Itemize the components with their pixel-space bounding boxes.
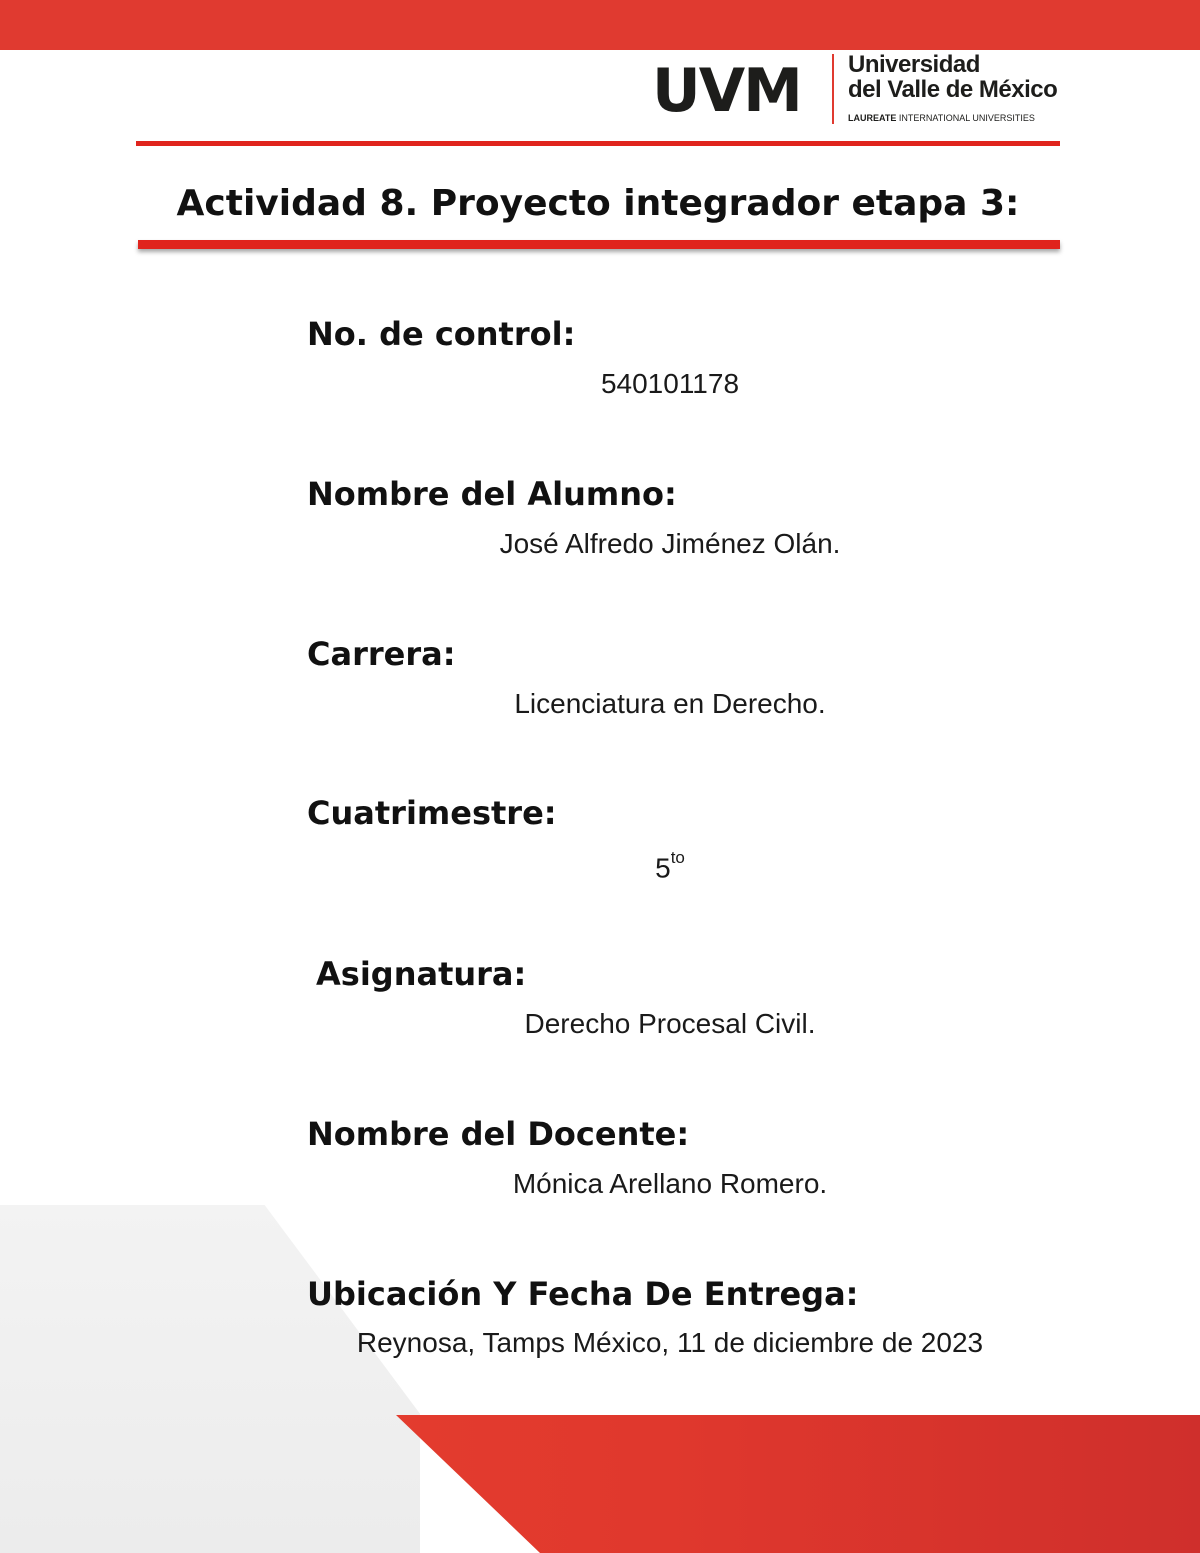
- background-gray-shape: [0, 1205, 420, 1553]
- title-underline: [138, 240, 1060, 249]
- control-value: 540101178: [600, 368, 740, 399]
- document-title: Actividad 8. Proyecto integrador etapa 3:: [176, 183, 1020, 224]
- cuatrimestre-number: 5: [655, 852, 671, 884]
- top-red-bar: [0, 0, 1200, 50]
- logo-tagline-bold: LAUREATE: [848, 113, 897, 123]
- entrega-value: Reynosa, Tamps México, 11 de diciembre de 2023: [356, 1327, 984, 1358]
- docente-value: Mónica Arellano Romero.: [512, 1168, 828, 1199]
- logo-name-line2: del Valle de México: [848, 76, 1058, 103]
- cuatrimestre-suffix: to: [670, 848, 685, 867]
- logo-name-line1: Universidad: [848, 51, 980, 78]
- alumno-label: Nombre del Alumno:: [307, 475, 677, 513]
- entrega-label: Ubicación Y Fecha De Entrega:: [307, 1275, 859, 1313]
- uvm-logo: [652, 52, 1062, 132]
- asignatura-value: Derecho Procesal Civil.: [524, 1008, 816, 1039]
- control-label: No. de control:: [307, 315, 576, 353]
- alumno-value: José Alfredo Jiménez Olán.: [499, 528, 841, 559]
- logo-tagline-rest: INTERNATIONAL UNIVERSITIES: [898, 113, 1035, 123]
- carrera-value: Licenciatura en Derecho.: [514, 688, 826, 719]
- logo-mark: UVM: [652, 56, 801, 126]
- cuatrimestre-value: [300, 844, 1040, 886]
- logo-tagline: [848, 112, 1035, 124]
- header-rule: [136, 141, 1060, 146]
- logo-divider: [832, 54, 834, 124]
- docente-label: Nombre del Docente:: [307, 1115, 690, 1153]
- cuatrimestre-label: Cuatrimestre:: [307, 794, 557, 832]
- carrera-label: Carrera:: [307, 635, 456, 673]
- asignatura-label: Asignatura:: [316, 955, 527, 993]
